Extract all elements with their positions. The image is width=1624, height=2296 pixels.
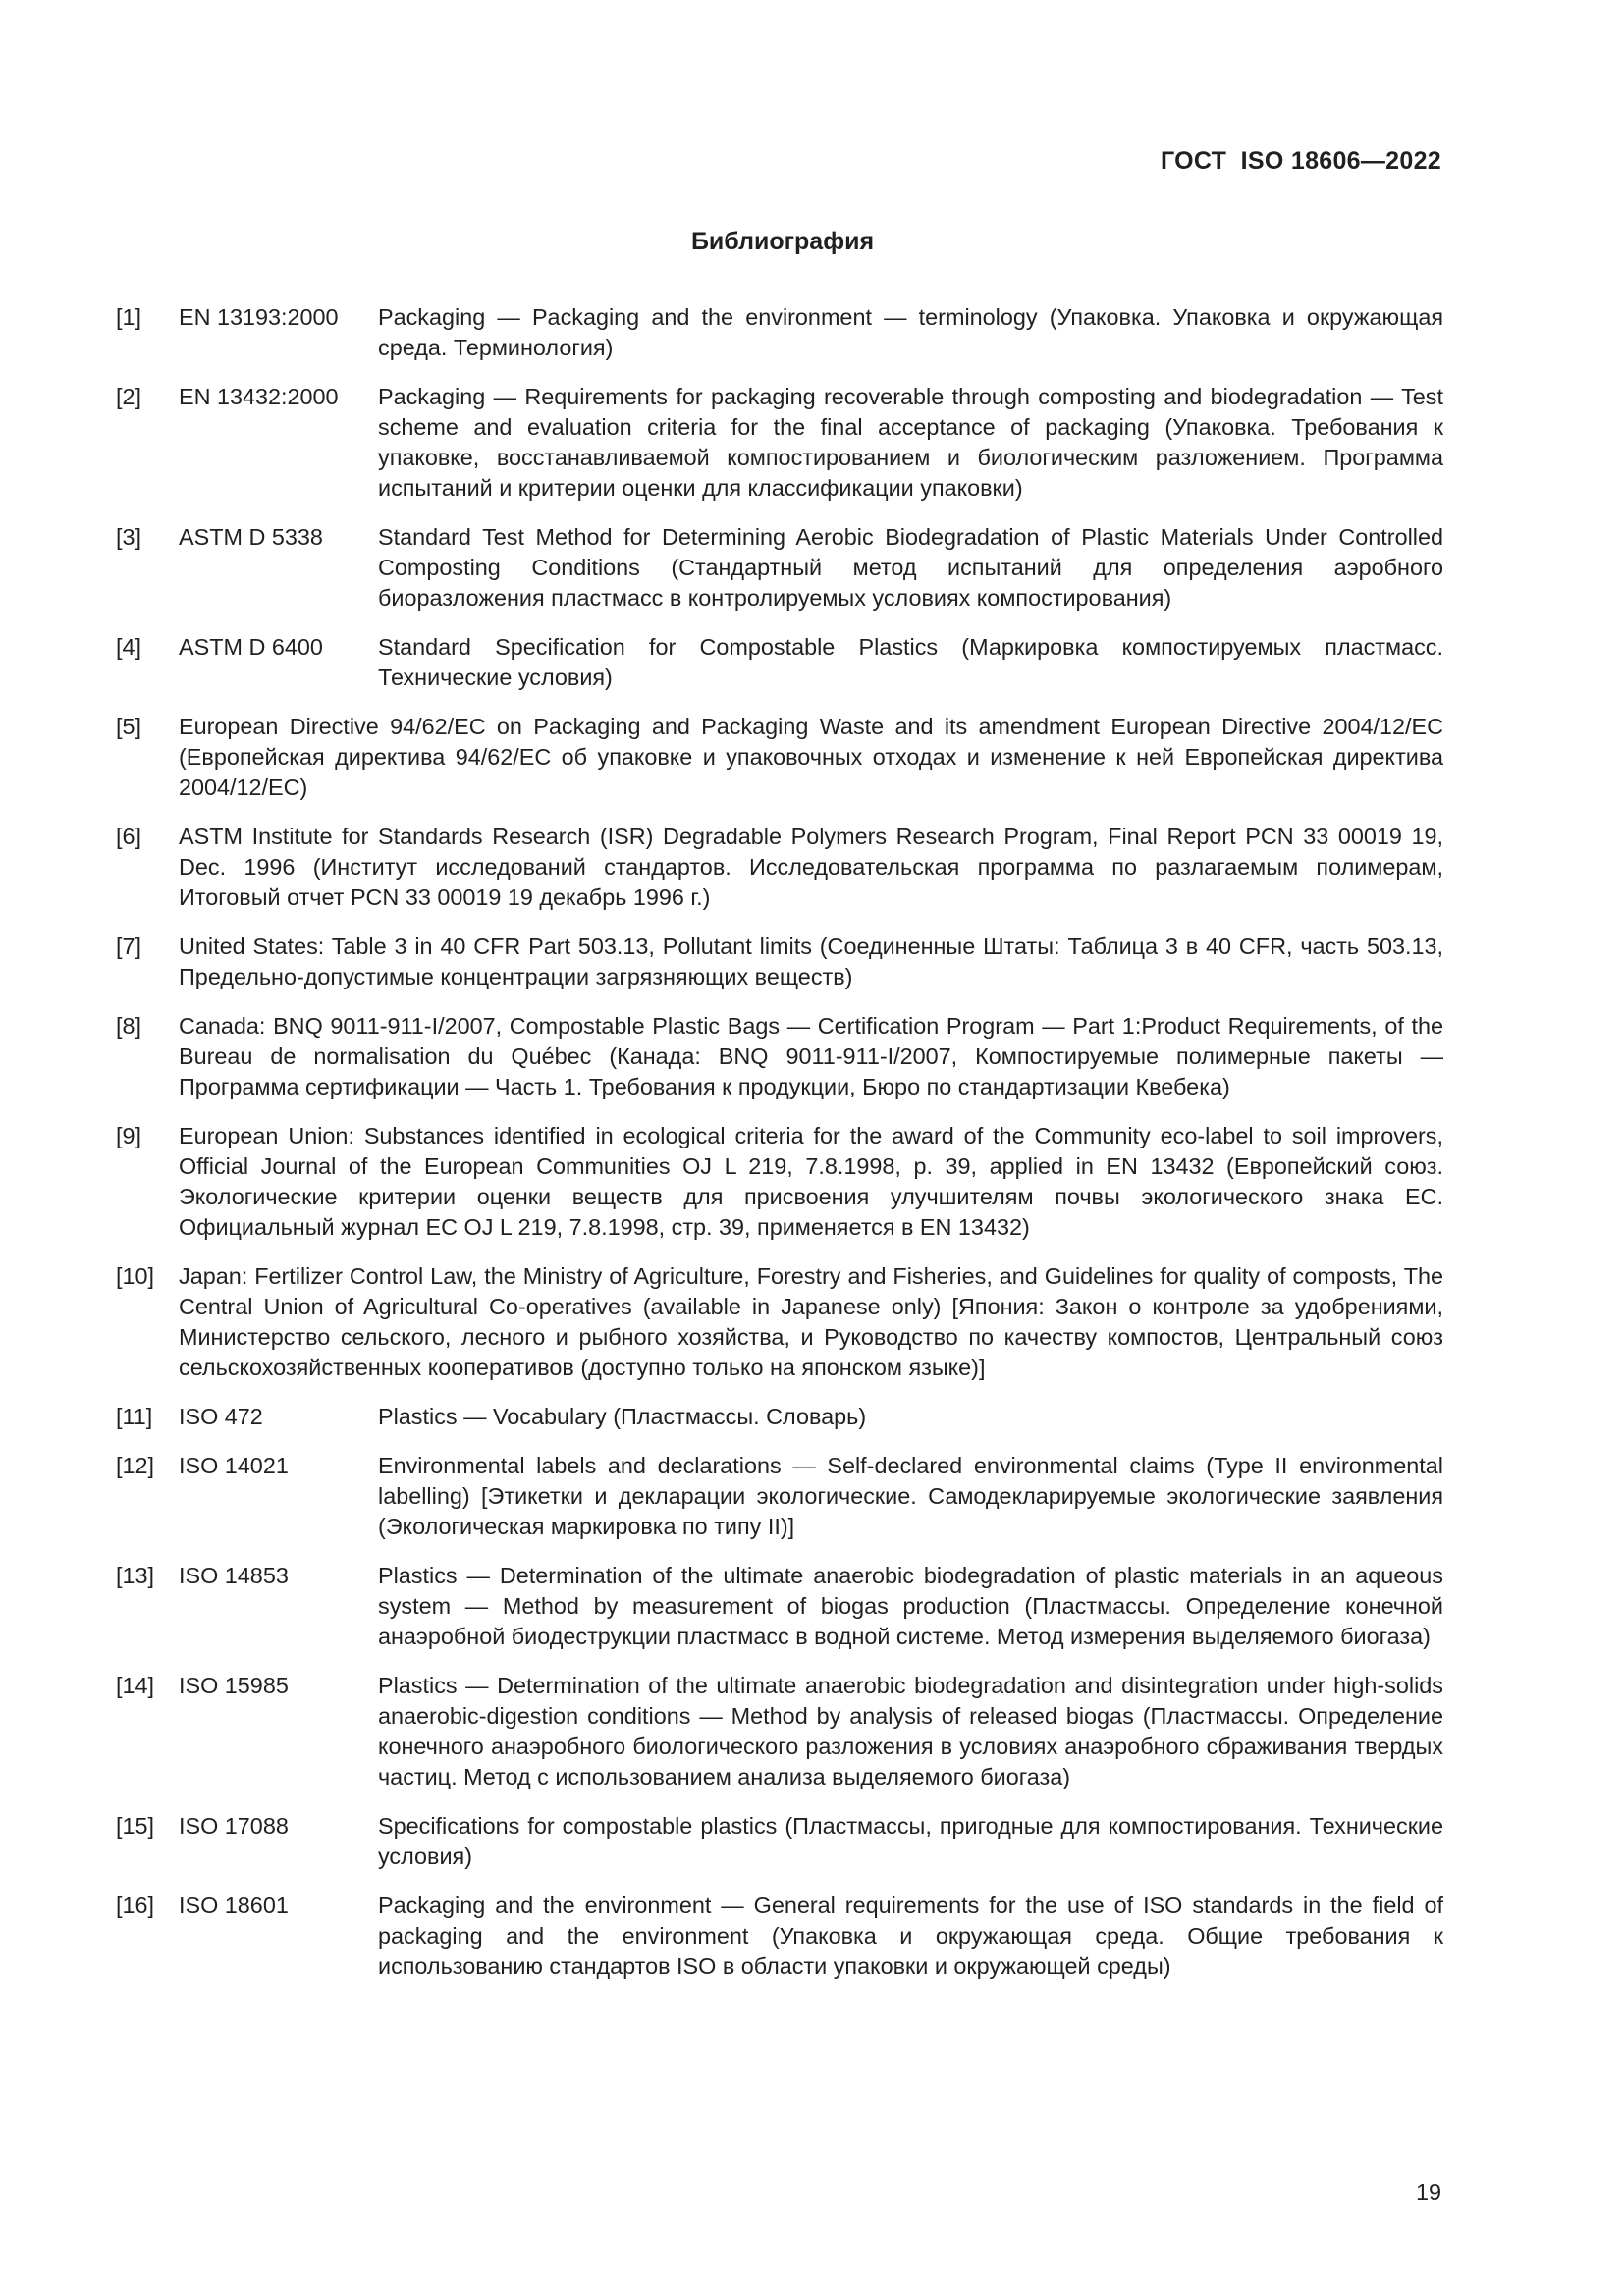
entry-standard-code: EN 13193:2000	[179, 304, 339, 330]
entry-description: Environmental labels and declarations — Self-declared environmental claims (Type II environmental labelling) [Этикетки и декларации экологические. Самодекларируемые экологические заявления (Экологическая маркировка по типу II)]	[378, 1453, 1443, 1539]
entry-description: Plastics — Determination of the ultimate anaerobic biodegradation of plastic materials in an aqueous system — Method by measurement of biogas production (Пластмассы. Определение конечной анаэробной биодеструкции пластмасс в водной системе. Метод измерения выделяемого биогаза)	[378, 1563, 1443, 1649]
entry-description: Packaging and the environment — General requirements for the use of ISO standards in the field of packaging and the environment (Упаковка и окружающая среда. Общие требования к использованию стандартов ISO в области упаковки и окружающей среды)	[378, 1893, 1443, 1979]
bibliography-entry	[116, 1561, 1443, 1652]
page-number: 19	[1415, 2179, 1441, 2205]
entry-description: ASTM Institute for Standards Research (ISR) Degradable Polymers Research Program, Final Report PCN 33 00019 19, Dec. 1996 (Институт исследований стандартов. Исследовательская программа по разлагаемым полимерам, Итоговый отчет PCN 33 00019 19 декабрь 1996 г.)	[179, 824, 1443, 910]
entry-number: [9]	[116, 1123, 142, 1148]
bibliography-entry	[116, 1402, 1443, 1432]
entry-number: [3]	[116, 524, 142, 550]
bibliography-entry	[116, 1811, 1443, 1872]
entry-description: Packaging — Requirements for packaging recoverable through composting and biodegradation — Test scheme and evaluation criteria for the final acceptance of packaging (Упаковка. Требования к упаковке, восстанавливаемой компостированием и биологическим разложением. Программа испытаний и критерии оценки для классификации упаковки)	[378, 384, 1443, 501]
entry-standard-code: ISO 14853	[179, 1563, 289, 1588]
entry-number: [4]	[116, 634, 142, 660]
entry-number: [14]	[116, 1673, 155, 1698]
entry-standard-code: EN 13432:2000	[179, 384, 339, 409]
bibliography-entry	[116, 1261, 1443, 1383]
entry-number: [6]	[116, 824, 142, 849]
bibliography-entry	[116, 932, 1443, 992]
document-id: ГОСТ ISO 18606—2022	[1160, 147, 1441, 175]
entry-number: [16]	[116, 1893, 155, 1918]
bibliography-entry	[116, 1891, 1443, 1982]
bibliography-entry	[116, 632, 1443, 693]
entry-number: [11]	[116, 1404, 153, 1429]
entry-description: European Union: Substances identified in ecological criteria for the award of the Community eco-label to soil improvers, Official Journal of the European Communities OJ L 219, 7.8.1998, p. 39, applied in EN 13432 (Европейский союз. Экологические критерии оценки веществ для присвоения улучшителям почвы экологического знака ЕС. Официальный журнал ЕС OJ L 219, 7.8.1998, стр. 39, применяется в EN 13432)	[179, 1123, 1443, 1240]
entry-standard-code: ASTM D 6400	[179, 634, 323, 660]
entry-number: [12]	[116, 1453, 155, 1478]
entry-number: [5]	[116, 714, 142, 739]
entry-standard-code: ASTM D 5338	[179, 524, 323, 550]
entry-description: Canada: BNQ 9011-911-I/2007, Compostable Plastic Bags — Certification Program — Part 1:Product Requirements, of the Bureau de normalisation du Québec (Канада: BNQ 9011-911-I/2007, Компостируемые полимерные пакеты — Программа сертификации — Часть 1. Требования к продукции, Бюро по стандартизации Квебека)	[179, 1013, 1443, 1099]
bibliography-entry	[116, 822, 1443, 913]
entry-description: Specifications for compostable plastics (Пластмассы, пригодные для компостирования. Технические условия)	[378, 1813, 1443, 1869]
entry-standard-code: ISO 18601	[179, 1893, 289, 1918]
entry-number: [8]	[116, 1013, 142, 1039]
entry-description: Standard Specification for Compostable Plastics (Маркировка компостируемых пластмасс. Технические условия)	[378, 634, 1443, 690]
bibliography-entry	[116, 1451, 1443, 1542]
entry-description: United States: Table 3 in 40 CFR Part 503.13, Pollutant limits (Соединенные Штаты: Таблица 3 в 40 CFR, часть 503.13, Предельно-допустимые концентрации загрязняющих веществ)	[179, 934, 1443, 989]
bibliography-entry	[116, 712, 1443, 803]
entry-number: [10]	[116, 1263, 155, 1289]
section-title: Библиография	[690, 228, 875, 255]
bibliography-entry	[116, 522, 1443, 614]
entry-description: Packaging — Packaging and the environment — terminology (Упаковка. Упаковка и окружающая среда. Терминология)	[378, 304, 1443, 360]
bibliography-entry	[116, 1121, 1443, 1243]
entry-description: Plastics — Vocabulary (Пластмассы. Словарь)	[378, 1404, 867, 1429]
entry-number: [1]	[116, 304, 142, 330]
entry-number: [2]	[116, 384, 142, 409]
entry-description: Plastics — Determination of the ultimate anaerobic biodegradation and disintegration under high-solids anaerobic-digestion conditions — Method by analysis of released biogas (Пластмассы. Определение конечного анаэробного биологического разложения в условиях анаэробного сбраживания твердых частиц. Метод с использованием анализа выделяемого биогаза)	[378, 1673, 1443, 1789]
bibliography-entry	[116, 1011, 1443, 1102]
bibliography-entry	[116, 1671, 1443, 1792]
entry-standard-code: ISO 15985	[179, 1673, 289, 1698]
bibliography-entry	[116, 302, 1443, 363]
entry-description: Japan: Fertilizer Control Law, the Ministry of Agriculture, Forestry and Fisheries, and Guidelines for quality of composts, The Central Union of Agricultural Co-operatives (available in Japanese only) [Япония: Закон о контроле за удобрениями, Министерство сельского, лесного и рыбного хозяйства, и Руководство по качеству компостов, Центральный союз сельскохозяйственных кооперативов (доступно только на японском языке)]	[179, 1263, 1443, 1380]
entry-standard-code: ISO 472	[179, 1404, 263, 1429]
bibliography-list	[116, 302, 1443, 2001]
entry-description: European Directive 94/62/EC on Packaging and Packaging Waste and its amendment European Directive 2004/12/EC (Европейская директива 94/62/EC об упаковке и упаковочных отходах и изменение к ней Европейская директива 2004/12/EC)	[179, 714, 1443, 800]
entry-number: [13]	[116, 1563, 155, 1588]
bibliography-entry	[116, 382, 1443, 504]
entry-standard-code: ISO 17088	[179, 1813, 289, 1839]
entry-standard-code: ISO 14021	[179, 1453, 289, 1478]
entry-number: [7]	[116, 934, 142, 959]
entry-description: Standard Test Method for Determining Aerobic Biodegradation of Plastic Materials Under Controlled Composting Conditions (Стандартный метод испытаний для определения аэробного биоразложения пластмасс в контролируемых условиях компостирования)	[378, 524, 1443, 611]
entry-number: [15]	[116, 1813, 155, 1839]
